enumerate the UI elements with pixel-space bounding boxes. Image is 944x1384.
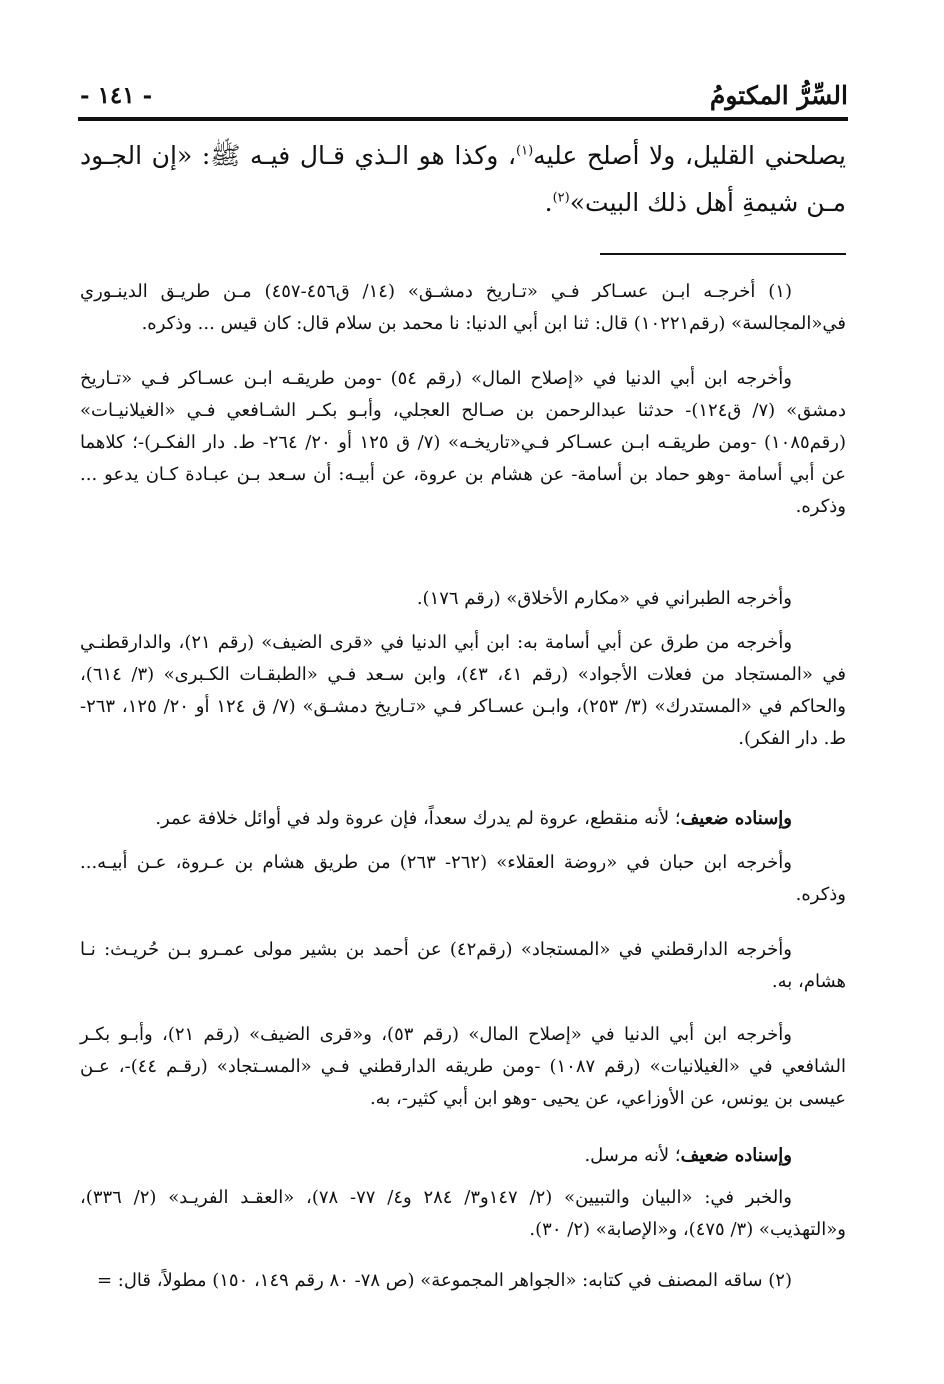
footnote-2-para: (٢) ساقه المصنف في كتابه: «الجواهر المجموعة» (ص ٧٨- ٨٠ رقم ١٤٩، ١٥٠) مطولاً، قال: =: [96, 1270, 792, 1291]
main-text-part1: يصلحني القليل، ولا أصلح عليه: [533, 141, 847, 170]
footnote-ref-1: (١): [516, 143, 534, 159]
page-header: [80, 78, 848, 112]
footnote-2: [80, 1265, 846, 1297]
footnote-1-para-7-block: [80, 934, 846, 998]
footnote-1-para-2-block: [80, 363, 846, 523]
footnote-1-para-3-block: [80, 583, 846, 615]
footnote-1-para-3: وأخرجه الطبراني في «مكارم الأخلاق» (رقم ١٧٦).: [416, 588, 792, 609]
footnote-1-para-6: وأخرجه ابن حبان في «روضة العقلاء» (٢٦٢- ٢٦٣) من طريق هشام بن عـروة، عـن أبيـه... وذكره.: [80, 852, 846, 905]
main-text-end: .: [544, 188, 553, 217]
footnote-1: [80, 276, 846, 340]
footnote-1-para-9: [80, 1140, 846, 1172]
footnote-1-para-7: وأخرجه الدارقطني في «المستجاد» (رقم٤٢) عن أحمد بن بشير مولى عمـرو بـن حُريـث: نـا هشام، به.: [80, 939, 846, 992]
weak-chain-label: وإسناده ضعيف: [680, 808, 792, 829]
footnote-1-para-5-rest: ؛ لأنه منقطع، عروة لم يدرك سعداً، فإن عروة ولد في أوائل خلافة عمر.: [155, 808, 681, 829]
footnote-separator: [600, 253, 846, 255]
main-text: [80, 132, 846, 226]
weak-chain-label-2: وإسناده ضعيف: [680, 1145, 792, 1166]
main-text-part2: ، وكذا هو الـذي قـال فيـه ﷺ: «إن الجـود مـن شيمةِ أهل ذلك البيت»: [80, 141, 846, 217]
footnote-1-para-4: وأخرجه من طرق عن أبي أسامة به: ابن أبي الدنيا في «قرى الضيف» (رقم ٢١)، والدارقطنـي في «المستجاد من فعلات الأجواد» (رقم ٤١، ٤٣)، وابن سـعد فـي «الطبقـات الكـبرى» (٣/ ٦١٤)، والحاكم في «المستدرك» (٣/ ٢٥٣)، وابـن عسـاكر فـي «تـاريخ دمشـق» (٧/ ق ١٢٤ أو ٢٠/ ١٢٥، ٢٦٣- ط. دار الفكر).: [80, 632, 847, 749]
page-number: - ١٤١ -: [80, 81, 153, 109]
footnote-1-para-9-rest: ؛ لأنه مرسل.: [584, 1145, 681, 1166]
footnote-1-para-8: وأخرجه ابن أبي الدنيا في «إصلاح المال» (رقم ٥٣)، و«قرى الضيف» (رقم ٢١)، وأبـو بكـر الشافعي في «الغيلانيات» (رقم ١٠٨٧) -ومن طريقه الدارقطني فـي «المسـتجاد» (رقـم ٤٤)-، عـن عيسى بن يونس، عن الأوزاعي، عن يحيى -وهو ابن أبي كثير-، به.: [80, 1024, 846, 1109]
footnote-1-para-4-block: [80, 627, 846, 755]
footnote-1-para-8-block: [80, 1019, 846, 1115]
footnote-1-para-1: (١) أخرجـه ابـن عسـاكر فـي «تـاريخ دمشـق» (١٤/ ق٤٥٦-٤٥٧) مـن طريـق الدينـوري في«المجالسة» (رقم١٠٢٢١) قال: ثنا ابن أبي الدنيا: نا محمد بن سلام قال: كان قيس ... وذكره.: [80, 281, 846, 334]
footnote-1-para-9-block: [80, 1140, 846, 1172]
footnote-1-para-6-block: [80, 847, 846, 911]
footnote-1-para-10-block: [80, 1182, 846, 1246]
footnote-1-para-5-block: [80, 803, 846, 835]
footnote-ref-2: (٢): [552, 190, 570, 206]
header-rule: [78, 117, 848, 121]
running-title: السِّرُّ المكتومُ: [709, 80, 848, 110]
footnote-1-para-10: والخبر في: «البيان والتبيين» (٢/ ١٤٧و٣/ ٢٨٤ و٤/ ٧٧- ٧٨)، «العقـد الفريـد» (٢/ ٣٣٦)، و«التهذيب» (٣/ ٤٧٥)، و«الإصابة» (٢/ ٣٠).: [80, 1187, 846, 1240]
footnote-1-para-2: وأخرجه ابن أبي الدنيا في «إصلاح المال» (رقم ٥٤) -ومن طريقـه ابـن عسـاكر فـي «تـاريخ دمشق» (٧/ ق١٢٤)- حدثنا عبدالرحمن بن صـالح العجلي، وأبـو بكـر الشـافعي فـي «الغيلانيـات» (رقم١٠٨٥) -ومن طريقـه ابـن عسـاكر فـي«تاريخـه» (٧/ ق ١٢٥ أو ٢٠/ ٢٦٤- ط. دار الفكـر)-؛ كلاهما عن أبي أسامة -وهو حماد بن أسامة- عن هشام بن عروة، عن أبيـه: أن سـعد بـن عبـادة كـان يدعو ... وذكره.: [80, 368, 846, 517]
footnote-1-para-5: [80, 803, 846, 835]
